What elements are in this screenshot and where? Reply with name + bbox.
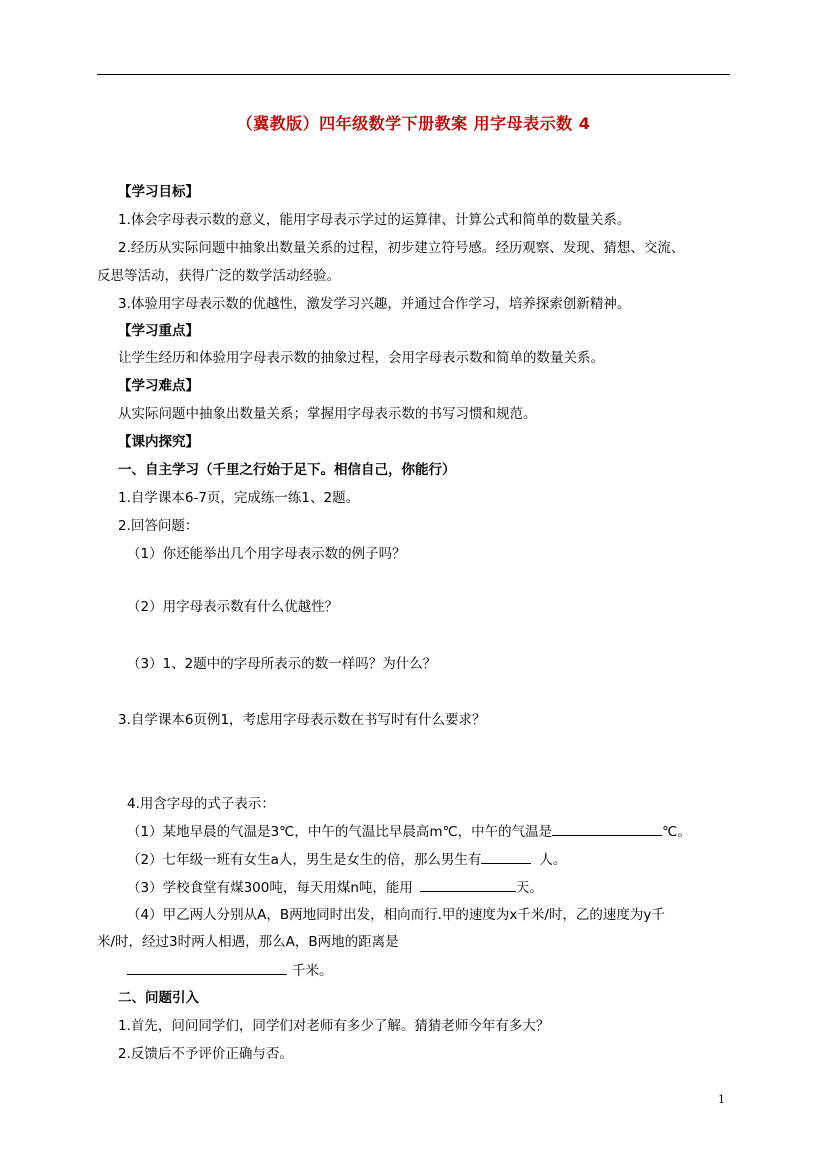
heading-problem-intro: 二、问题引入: [118, 990, 199, 1006]
answer-blank-3[interactable]: [420, 878, 516, 892]
heading-exploration: 【课内探究】: [118, 434, 199, 450]
question-2: （2）用字母表示数有什么优越性？: [127, 599, 339, 615]
intro-2: 2.反馈后不予评价正确与否。: [118, 1046, 293, 1062]
question-3: （3）1、2题中的字母所表示的数一样吗？为什么？: [127, 656, 437, 672]
task-3: 3.自学课本6页例1，考虑用字母表示数在书写时有什么要求？: [118, 712, 486, 728]
objective-3: 3.体验用字母表示数的优越性，激发学习兴趣，并通过合作学习，培养探索创新精神。: [118, 296, 631, 312]
objective-1: 1.体会字母表示数的意义，能用字母表示学过的运算律、计算公式和简单的数量关系。: [118, 212, 631, 228]
exercise-3: （3）学校食堂有煤300吨，每天用煤n吨，能用 天。: [127, 880, 543, 896]
subheading-self-study: 一、自主学习（千里之行始于足下。相信自己，你能行）: [118, 462, 456, 478]
document-title: （冀教版）四年级数学下册教案 用字母表示数 4: [236, 114, 591, 133]
question-1: （1）你还能举出几个用字母表示数的例子吗？: [127, 546, 406, 562]
exercise-4b: 米/时，经过3时两人相遇，那么A，B两地的距离是: [97, 934, 399, 950]
key-point-text: 让学生经历和体验用字母表示数的抽象过程，会用字母表示数和简单的数量关系。: [118, 350, 604, 366]
answer-blank-1[interactable]: [552, 822, 662, 836]
answer-blank-2[interactable]: [481, 850, 531, 864]
heading-difficulties: 【学习难点】: [118, 378, 199, 394]
heading-key-points: 【学习重点】: [118, 323, 199, 339]
task-4: 4.用含字母的式子表示：: [127, 796, 275, 812]
header-rule: [97, 74, 730, 75]
difficulty-text: 从实际问题中抽象出数量关系；掌握用字母表示数的书写习惯和规范。: [118, 406, 537, 422]
intro-1: 1.首先，问问同学们，同学们对老师有多少了解。猜猜老师今年有多大？: [118, 1018, 550, 1034]
page-number: 1: [718, 1093, 725, 1106]
task-2: 2.回答问题：: [118, 518, 199, 534]
heading-objectives: 【学习目标】: [118, 184, 199, 200]
exercise-2: （2）七年级一班有女生a人，男生是女生的倍，那么男生有 人。: [127, 852, 567, 868]
answer-blank-4[interactable]: [127, 961, 287, 975]
exercise-4a: （4）甲乙两人分别从A，B两地同时出发，相向而行.甲的速度为x千米/时，乙的速度为y千: [127, 907, 665, 923]
task-1: 1.自学课本6-7页，完成练一练1、2题。: [118, 490, 360, 506]
exercise-1: （1）某地早晨的气温是3℃，中午的气温比早晨高m℃，中午的气温是 ℃。: [127, 824, 691, 840]
objective-2b: 反思等活动，获得广泛的数学活动经验。: [97, 268, 340, 284]
objective-2a: 2.经历从实际问题中抽象出数量关系的过程，初步建立符号感。经历观察、发现、猜想、交流、: [118, 240, 685, 256]
exercise-4c: 千米。: [127, 961, 333, 980]
